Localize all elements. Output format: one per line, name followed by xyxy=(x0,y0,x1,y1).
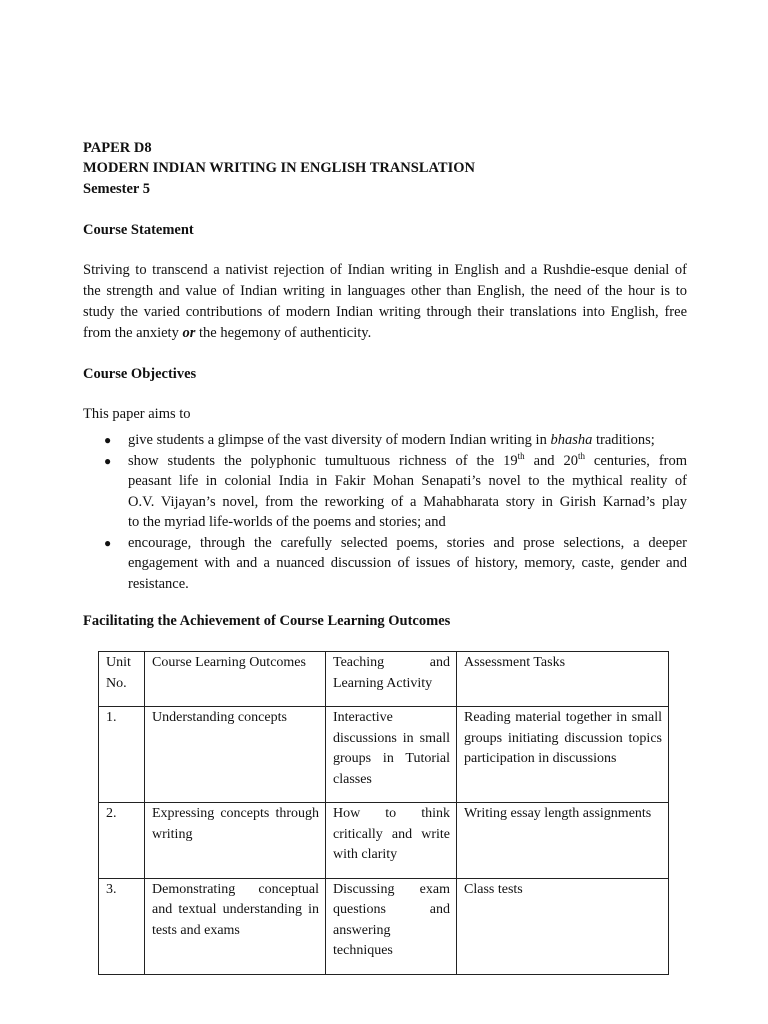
unit-cell: 3. xyxy=(99,878,145,974)
semester-label: Semester 5 xyxy=(83,181,150,197)
table-row xyxy=(99,878,669,974)
paper-title: MODERN INDIAN WRITING IN ENGLISH TRANSLATION xyxy=(83,160,475,176)
course-statement-paragraph xyxy=(83,260,687,344)
header-cell: Teaching and Learning Activity xyxy=(326,652,457,707)
objective-item: ● give students a glimpse of the vast diversity of modern Indian writing in bhasha traditions; xyxy=(83,430,687,451)
objective-item: ● show students the polyphonic tumultuous richness of the 19th and 20th centuries, from peasant life in colonial India in Fakir Mohan Senapati’s novel to the mythical reality of O.V. Vijayan’s novel, from the reworking of a Mahabharata story in Girish Karnad’s play to the myriad life-worlds of the poems and stories; and xyxy=(104,450,687,530)
statement-line: Striving to transcend a nativist rejection of Indian writing in English and a Rushdie-esque denial of xyxy=(83,262,687,278)
header-cell: Course Learning Outcomes xyxy=(145,652,326,707)
unit-cell: 2. xyxy=(99,803,145,879)
paper-code: PAPER D8 xyxy=(83,140,152,156)
unit-cell: 1. xyxy=(99,707,145,803)
objective-item: ● encourage, through the carefully selected poems, stories and prose selections, a deeper engagement with and a nuanced discussion of issues of history, memory, caste, gender and resistance. xyxy=(104,534,687,592)
outcome-cell: Understanding concepts xyxy=(145,707,326,803)
table-row xyxy=(99,803,669,879)
facilitating-heading: Facilitating the Achievement of Course Learning Outcomes xyxy=(83,613,451,629)
course-objectives-heading: Course Objectives xyxy=(83,366,197,382)
activity-cell: Discussing exam questions and answering techniques xyxy=(326,878,457,974)
table-row xyxy=(99,707,669,803)
assessment-cell: Writing essay length assignments xyxy=(457,803,669,879)
table-header-row xyxy=(99,652,669,707)
activity-cell: How to think critically and write with clarity xyxy=(326,803,457,879)
learning-outcomes-table xyxy=(98,651,669,975)
header-cell: Unit No. xyxy=(99,652,145,707)
objectives-list xyxy=(83,430,687,594)
objectives-intro: This paper aims to xyxy=(83,406,191,422)
assessment-cell: Class tests xyxy=(457,878,669,974)
statement-last-line: from the anxiety or the hegemony of authenticity. xyxy=(83,325,372,341)
statement-line: the strength and value of Indian writing in languages other than English, the need of the hour is to xyxy=(83,283,687,299)
outcome-cell: Expressing concepts through writing xyxy=(145,803,326,879)
outcome-cell: Demonstrating conceptual and textual understanding in tests and exams xyxy=(145,878,326,974)
assessment-cell: Reading material together in small groups initiating discussion topics participation in discussions xyxy=(457,707,669,803)
bullet-icon: ● xyxy=(104,453,112,468)
statement-line: study the varied contributions of modern Indian writing through their translations into English, free xyxy=(83,304,687,320)
header-cell: Assessment Tasks xyxy=(457,652,669,707)
bullet-icon: ● xyxy=(104,535,112,550)
activity-cell: Interactive discussions in small groups in Tutorial classes xyxy=(326,707,457,803)
course-statement-heading: Course Statement xyxy=(83,222,194,238)
bullet-icon: ● xyxy=(104,433,112,447)
